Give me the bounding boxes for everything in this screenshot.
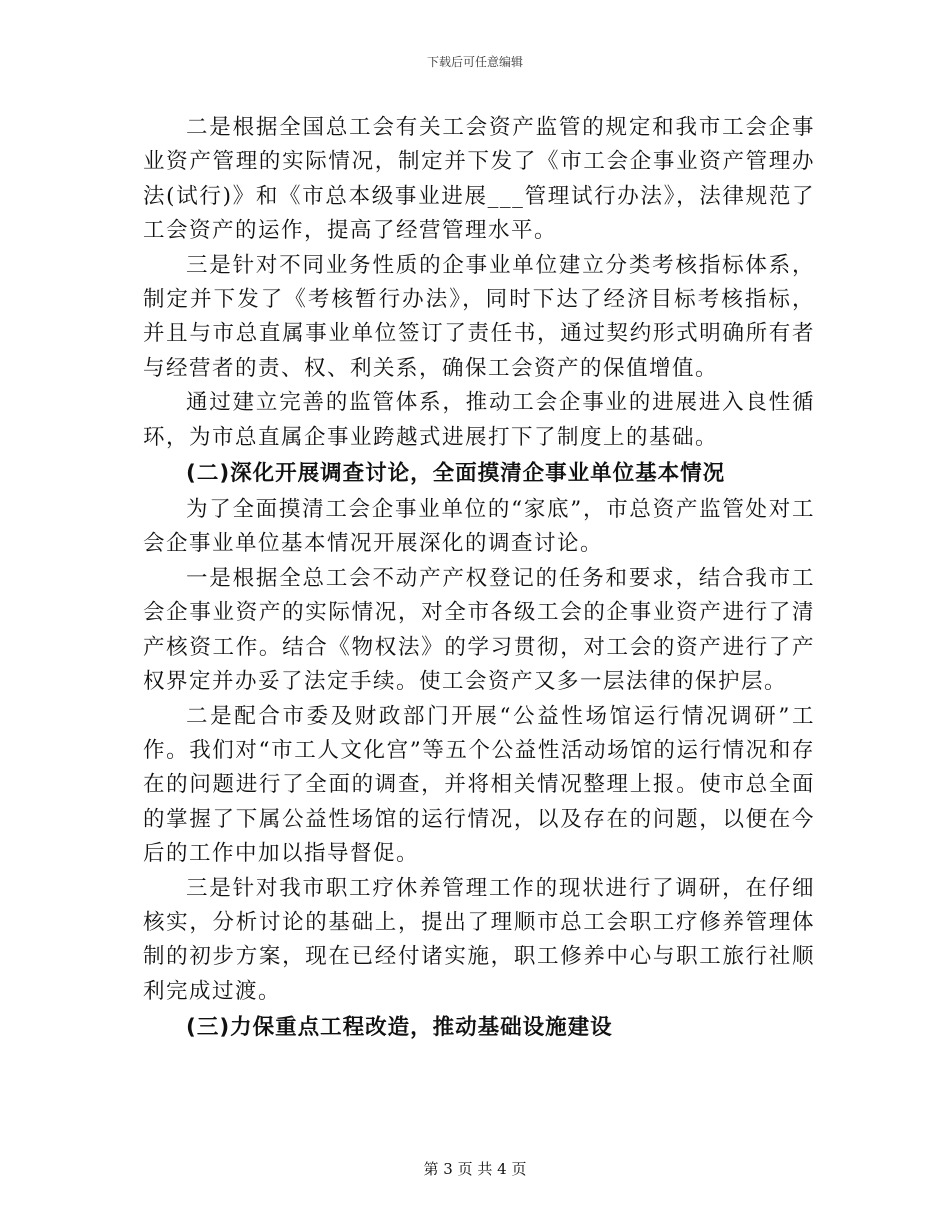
paragraph-sanatorium-management: 三是针对我市职工疗休养管理工作的现状进行了调研，在仔细核实，分析讨论的基础上，提出了理顺市总工会职工疗修养管理体制的初步方案，现在已经付诸实施，职工修养中心与职工旅行社顺利完成过渡。 <box>143 875 815 1004</box>
document-body <box>143 111 815 1047</box>
section-heading-investigation: (二)深化开展调查讨论，全面摸清企事业单位基本情况 <box>186 461 726 487</box>
paragraph-assessment-index-system: 三是针对不同业务性质的企事业单位建立分类考核指标体系，制定并下发了《考核暂行办法》，同时下达了经济目标考核指标，并且与市总直属事业单位签订了责任书，通过契约形式明确所有者与经营者的责、权、利关系，确保工会资产的保值增值。 <box>143 252 815 381</box>
page-header: 下载后可任意编辑 <box>426 55 523 69</box>
page-number-footer: 第 3 页 共 4 页 <box>423 1160 527 1178</box>
section-heading-key-projects: (三)力保重点工程改造，推动基础设施建设 <box>186 1015 613 1041</box>
paragraph-supervision-system-summary: 通过建立完善的监管体系，推动工会企事业的进展进入良性循环，为市总直属企事业跨越式进展打下了制度上的基础。 <box>143 390 815 450</box>
paragraph-public-venues-survey: 二是配合市委及财政部门开展“公益性场馆运行情况调研”工作。我们对“市工人文化宫”等五个公益性活动场馆的运行情况和存在的问题进行了全面的调查，并将相关情况整理上报。使市总全面的掌握了下属公益性场馆的运行情况，以及存在的问题，以便在今后的工作中加以指导督促。 <box>143 703 815 867</box>
paragraph-investigation-intro: 为了全面摸清工会企事业单位的“家底”，市总资产监管处对工会企事业单位基本情况开展深化的调查讨论。 <box>143 497 815 557</box>
paragraph-asset-management-measures: 二是根据全国总工会有关工会资产监管的规定和我市工会企事业资产管理的实际情况，制定并下发了《市工会企事业资产管理办法(试行)》和《市总本级事业进展___管理试行办法》，法律规范了工会资产的运作，提高了经营管理水平。 <box>143 115 815 244</box>
paragraph-property-registration: 一是根据全总工会不动产产权登记的任务和要求，结合我市工会企事业资产的实际情况，对全市各级工会的企事业资产进行了清产核资工作。结合《物权法》的学习贯彻，对工会的资产进行了产权界定并办妥了法定手续。使工会资产又多一层法律的保护层。 <box>143 565 815 695</box>
